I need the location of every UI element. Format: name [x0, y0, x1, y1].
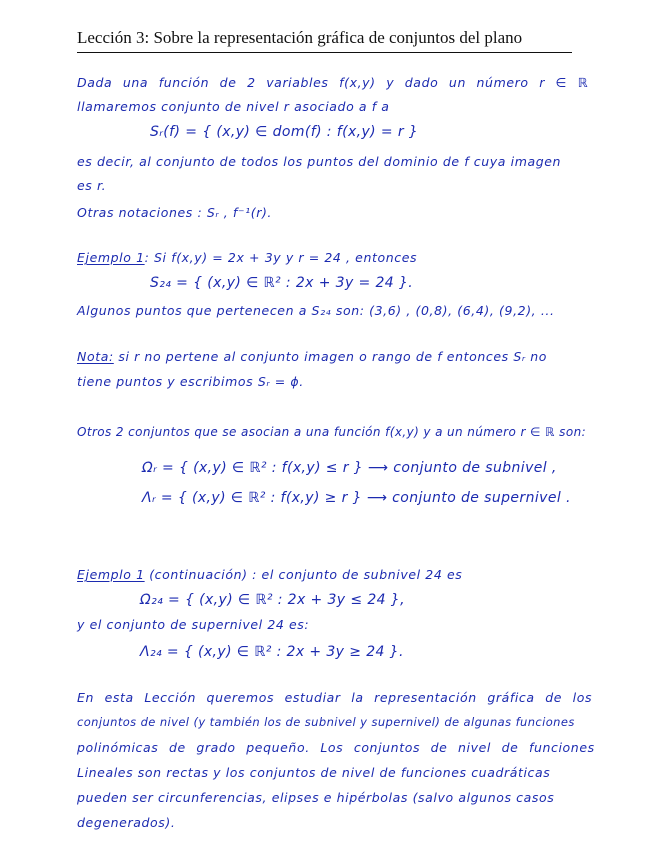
- other-sets-line: Otros 2 conjuntos que se asocian a una función f(x,y) y a un número r ∈ ℝ son:: [77, 425, 587, 439]
- other-notations: Otras notaciones : Sᵣ , f⁻¹(r).: [77, 205, 272, 220]
- closing-line-2: conjuntos de nivel (y también los de subnivel y supernivel) de algunas funciones: [77, 715, 575, 729]
- intro-line-4: es r.: [77, 178, 107, 193]
- example-1-line: [77, 250, 417, 265]
- supernivel-formula: Λᵣ = { (x,y) ∈ ℝ² : f(x,y) ≥ r } ⟶ conjunto de supernivel .: [142, 490, 571, 506]
- example-1-label: Ejemplo 1: [77, 250, 145, 265]
- intro-line-1: Dada una función de 2 variables f(x,y) y dado un número r ∈ ℝ: [77, 75, 589, 90]
- example-1-points: Algunos puntos que pertenecen a S₂₄ son: (3,6) , (0,8), (6,4), (9,2), ...: [77, 303, 555, 318]
- example-1-cont-line: [77, 567, 462, 582]
- level-set-formula: Sᵣ(f) = { (x,y) ∈ dom(f) : f(x,y) = r }: [150, 124, 419, 140]
- note-label: Nota:: [77, 349, 114, 364]
- example-1-formula: S₂₄ = { (x,y) ∈ ℝ² : 2x + 3y = 24 }.: [150, 275, 414, 291]
- closing-line-5: pueden ser circunferencias, elipses e hipérbolas (salvo algunos casos: [77, 790, 555, 805]
- closing-line-4: Lineales son rectas y los conjuntos de nivel de funciones cuadráticas: [77, 765, 551, 780]
- note-text: si r no pertene al conjunto imagen o rango de f entonces Sᵣ no: [113, 349, 548, 364]
- title-underline: [77, 52, 572, 53]
- lesson-title: Lección 3: Sobre la representación gráfica de conjuntos del plano: [77, 28, 523, 47]
- closing-line-6: degenerados).: [77, 815, 176, 830]
- omega-24-formula: Ω₂₄ = { (x,y) ∈ ℝ² : 2x + 3y ≤ 24 },: [140, 592, 405, 608]
- example-1-text: : Si f(x,y) = 2x + 3y y r = 24 , entonces: [144, 250, 418, 265]
- note-line-1: [77, 349, 547, 364]
- subnivel-formula: Ωᵣ = { (x,y) ∈ ℝ² : f(x,y) ≤ r } ⟶ conjunto de subnivel ,: [142, 460, 557, 476]
- closing-line-3: polinómicas de grado pequeño. Los conjuntos de nivel de funciones: [77, 740, 595, 755]
- closing-line-1: En esta Lección queremos estudiar la representación gráfica de los: [77, 690, 593, 705]
- example-1-cont-text: (continuación) : el conjunto de subnivel 24 es: [144, 567, 463, 582]
- example-1-cont-label: Ejemplo 1: [77, 567, 145, 582]
- example-1-cont-line-2: y el conjunto de supernivel 24 es:: [77, 617, 310, 632]
- note-line-2: tiene puntos y escribimos Sᵣ = ϕ.: [77, 374, 304, 389]
- intro-line-2: llamaremos conjunto de nivel r asociado a f a: [77, 99, 390, 114]
- lambda-24-formula: Λ₂₄ = { (x,y) ∈ ℝ² : 2x + 3y ≥ 24 }.: [140, 644, 404, 660]
- intro-line-3: es decir, al conjunto de todos los puntos del dominio de f cuya imagen: [77, 154, 562, 169]
